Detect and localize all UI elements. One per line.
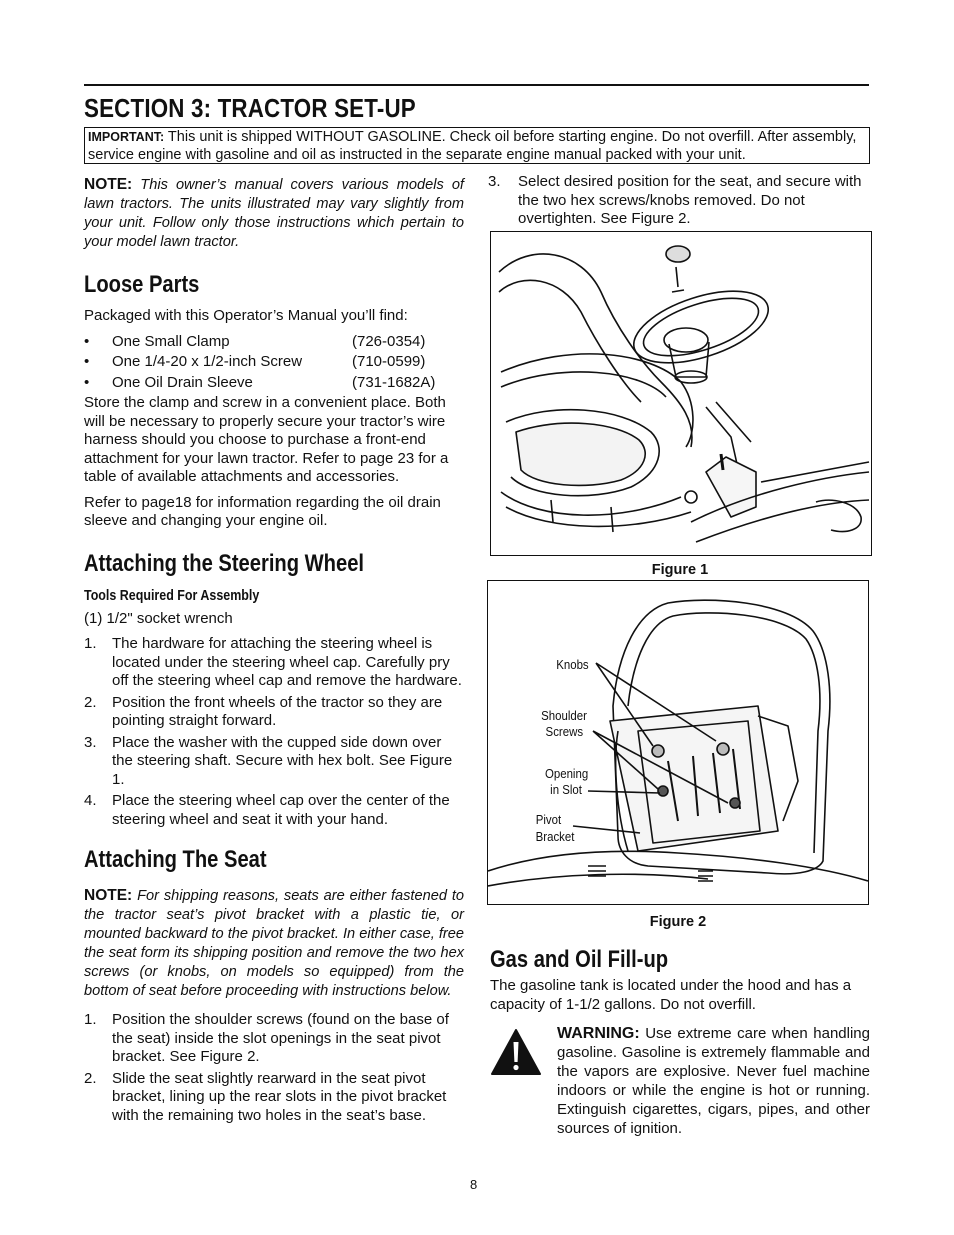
warning-triangle-icon <box>490 1028 542 1076</box>
part-name: One 1/4-20 x 1/2-inch Screw <box>112 353 303 370</box>
seat-bracket-drawing <box>488 581 868 904</box>
list-item <box>84 374 464 395</box>
figure-1-caption: Figure 1 <box>651 562 709 578</box>
warning-text <box>557 1024 870 1138</box>
list-item <box>488 173 869 229</box>
loose-parts-intro: Packaged with this Operator’s Manual you’ll find: <box>84 307 408 324</box>
seat-note-label: NOTE: <box>84 887 133 904</box>
loose-parts-heading: Loose Parts <box>84 271 200 298</box>
header-rule <box>84 84 869 86</box>
list-item <box>84 333 464 354</box>
warning-label: WARNING: <box>557 1025 640 1042</box>
list-item <box>84 353 464 374</box>
important-box <box>84 127 870 164</box>
loose-parts-para2: Refer to page18 for information regarding the oil drain sleeve and changing your engine oil. <box>84 493 441 529</box>
part-number: (731-1682A) <box>352 373 436 391</box>
tools-heading: Tools Required For Assembly <box>84 587 260 604</box>
intro-note-text: This owner’s manual covers various models of lawn tractors. The units illustrated may vary slightly from your unit. Follow only those instructions which pertain to your model lawn tractor. <box>84 177 464 250</box>
step-text: Position the shoulder screws (found on the base of the seat) inside the slot openings in the seat pivot bracket. See Figure 2. <box>112 1011 449 1065</box>
part-name: One Small Clamp <box>112 332 230 350</box>
intro-note-label: NOTE: <box>84 176 133 193</box>
seat-heading: Attaching The Seat <box>84 846 267 873</box>
list-item <box>84 694 464 731</box>
seat-note <box>84 886 464 1001</box>
label-opening-2: in Slot <box>550 782 582 797</box>
part-number: (726-0354) <box>352 332 426 350</box>
step-number: 1. <box>84 635 97 652</box>
page-number: 8 <box>470 1177 478 1192</box>
left-column <box>84 175 464 1128</box>
step-text: Select desired position for the seat, and secure with the two hex screws/knobs removed. Do not overtighten. See Figure 2. <box>518 173 862 227</box>
step-text: Slide the seat slightly rearward in the seat pivot bracket, lining up the rear slots in the pivot bracket with the remaining two holes in the seat’s base. <box>112 1069 447 1124</box>
seat-note-text: For shipping reasons, seats are either fastened to the tractor seat’s pivot bracket with a plastic tie, or mounted backward to the pivot bracket. In either case, free the seat form its shipping position and remove the two hex screws (or knobs, on models so equipped) from the bottom of seat before proceeding with instructions below. <box>84 888 464 999</box>
steering-steps <box>84 635 464 829</box>
list-item <box>84 1070 464 1126</box>
label-pivot-1: Pivot <box>535 812 562 827</box>
list-item <box>84 792 464 829</box>
step-text: Place the washer with the cupped side down over the steering shaft. Secure with hex bolt. See Figure 1. <box>112 733 453 788</box>
step-number: 3. <box>488 173 501 190</box>
fuel-text: The gasoline tank is located under the hood and has a capacity of 1-1/2 gallons. Do not overfill. <box>490 977 852 1013</box>
seat-steps-continued <box>488 173 869 229</box>
steering-wheel-seat-drawing <box>491 232 871 555</box>
fuel-heading: Gas and Oil Fill-up <box>490 946 669 973</box>
list-item <box>84 734 464 790</box>
step-number: 3. <box>84 733 97 751</box>
part-name: One Oil Drain Sleeve <box>112 373 253 391</box>
list-item <box>84 635 464 691</box>
step-text: The hardware for attaching the steering wheel is located under the steering wheel cap. Carefully pry off the steering wheel cap and remove the hardware. <box>112 635 462 689</box>
step-text: Place the steering wheel cap over the center of the steering wheel and seat it with your hand. <box>112 792 450 828</box>
figure-2-caption: Figure 2 <box>649 914 707 930</box>
label-shoulder-1: Shoulder <box>541 708 587 723</box>
steering-heading: Attaching the Steering Wheel <box>84 549 365 577</box>
loose-parts-para1: Store the clamp and screw in a convenient place. Both will be necessary to properly secure your tractor’s wire harness should you choose to purchase a front-end attachment for your lawn tractor. Refer to page 23 for a table of available attachments and accessories. <box>84 394 449 485</box>
label-pivot-2: Bracket <box>535 829 575 844</box>
label-knobs: Knobs <box>556 657 589 672</box>
intro-note <box>84 175 464 252</box>
step-number: 4. <box>84 792 97 809</box>
important-text: This unit is shipped WITHOUT GASOLINE. Check oil before starting engine. Do not overfill. After assembly, service engine with gasoline and oil as instructed in the separate engine manual packed with your unit. <box>88 129 857 163</box>
part-number: (710-0599) <box>352 353 426 370</box>
section-title: SECTION 3: TRACTOR SET-UP <box>84 93 416 123</box>
step-number: 2. <box>84 1069 97 1087</box>
right-column-top <box>488 173 869 232</box>
step-number: 2. <box>84 693 97 711</box>
label-shoulder-2: Screws <box>545 724 584 739</box>
label-opening-1: Opening <box>544 766 589 781</box>
tools-text: (1) 1/2" socket wrench <box>84 609 233 627</box>
figure-1-illustration <box>490 231 872 556</box>
seat-steps <box>84 1011 464 1125</box>
important-label: IMPORTANT: <box>88 130 165 144</box>
loose-parts-list <box>84 333 464 395</box>
step-text: Position the front wheels of the tractor so they are pointing straight forward. <box>112 693 443 729</box>
warning-body: Use extreme care when handling gasoline. Gasoline is extremely flammable and the vapors are explosive. Never fuel machine indoors or while the engine is hot or running. Extinguish cigarettes, cigars, pipes, and other sources of ignition. <box>557 1025 870 1137</box>
step-number: 1. <box>84 1011 97 1028</box>
list-item <box>84 1011 464 1067</box>
figure-2-illustration <box>487 580 869 905</box>
